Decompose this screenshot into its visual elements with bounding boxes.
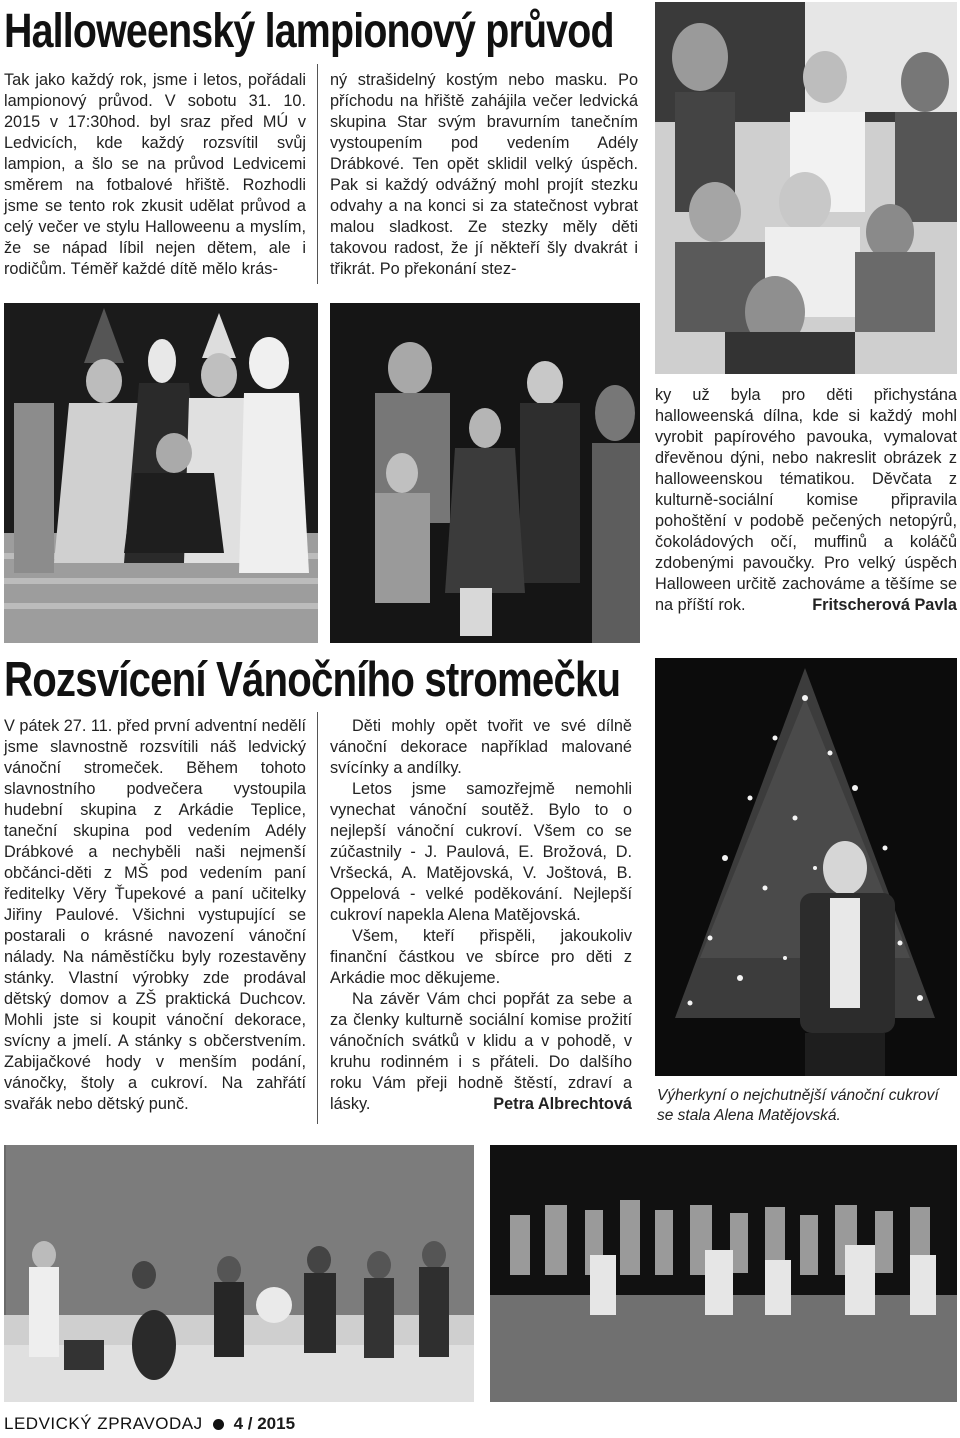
photo-music-band (4, 1145, 474, 1402)
article2-col1: V pátek 27. 11. před první adventní nedělí jsme slavnostně rozsvítili náš ledvický vánoční stromeček. Během tohoto slavnostního podvečera vystoupila hudební skupina z Arkádie Teplice, taneční skupina pod vedením Adély Drábkové a nechyběli naši nejmenší občánci-děti z MŠ pod vedením paní ředitelky Věry Ťupekové a paní učitelky Jiřiny Paulové. Všichni vystupující se postarali o krásné navození vánoční nálady. Na náměstíčku byly rozestavěny stánky. Vlastní výrobky zde prodával dětský domov a ZŠ praktická Duchcov. Mohli jste si koupit vánoční dekorace, svícny a jmelí. A stánky s občerstvením. Zabijačkové hody v menším podání, vánočky, štoly a cukroví. Na zahřátí svařák nebo dětský punč. (4, 717, 307, 1113)
article2-photo-caption: Výherkyní o nejchutnější vánoční cukroví se stala Alena Matějovská. (657, 1087, 939, 1124)
photo-children-dancing (490, 1145, 957, 1402)
article1-col3 (655, 385, 957, 616)
article2-col2-p3: Všem, kteří přispěli, jakoukoliv finanční částkou ve sbírce pro děti z Arkádie moc děkujeme. (330, 927, 632, 987)
photo-halloween-night-walk (330, 303, 640, 643)
article1-col3-text: ky už byla pro děti přichystána halloweenská dílna, kde si každý mohl vyrobit papírového pavouka, vymalovat dřevěnou dýni, nebo nakreslit obrázek z halloweenskou tématikou. Děvčata z kulturně-sociální komise připravila pohoštění v podobě pečených netopýrů, čokoládových očí, muffinů a koláčů zdobenými pavoučky. Pro velký úspěch Halloween určitě zachováme a těšíme se na příští rok. (655, 386, 957, 614)
column-divider (317, 712, 318, 1124)
article2-col2-p2: Letos jsme samozřejmě nemohli vynechat vánoční soutěž. Bylo to o nejlepší vánoční cukroví. Všem co se zúčastnily - J. Paulová, E. Brožová, D. Vršecká, A. Matějovská, V. Joštová, B. Oppelová - velké poděkování. Nejlepší cukroví napekla Alena Matějovská. (330, 780, 632, 924)
column-divider (317, 64, 318, 284)
photo-halloween-girls (655, 2, 957, 374)
article2-col2-p4 (330, 989, 632, 1115)
article1-author: Fritscherová Pavla (812, 596, 957, 614)
bullet-dot-icon (213, 1419, 224, 1430)
footer (4, 1414, 295, 1434)
article1-col2: ný strašidelný kostým nebo masku. Po příchodu na hřiště zahájila večer ledvická skupina Star svým bravurním tanečním vystoupením pod vedením Adély Drábkové. Ten opět sklidil velký úspěch. Pak si každý odvážný mohl projít stezku odvahy a na konci si za statečnost vybrat malou sladkost. Ze stezky měly děti takovou radost, že jí někteří šly dvakrát i třikrát. Po překonání stez- (330, 71, 638, 278)
photo-christmas-tree (655, 658, 957, 1076)
article2-col2-p1: Děti mohly opět tvořit ve své dílně vánoční dekorace například malované svícínky a andílky. (330, 717, 632, 777)
article2-col2 (330, 716, 632, 1115)
footer-title: LEDVICKÝ ZPRAVODAJ (4, 1414, 203, 1433)
article1-headline: Halloweenský lampionový průvod (4, 5, 614, 58)
article1-col1: Tak jako každý rok, jsme i letos, pořádali lampionový průvod. V sobotu 31. 10. 2015 v 17:30hod. byl sraz před MÚ v Ledvicích, kde každý rozsvítil svůj lampion, a šlo se na průvod Ledvicemi směrem na fotbalové hřiště. Rozhodli jsme se tento rok zkusit udělat průvod a celý večer ve stylu Halloweenu a myslím, že se nápad líbil nejen dětem, ale i rodičům. Téměř každé dítě mělo krás- (4, 71, 306, 278)
article2-headline: Rozsvícení Vánočního stromečku (4, 653, 621, 707)
article2-author: Petra Albrechtová (493, 1095, 632, 1113)
photo-halloween-costumes (4, 303, 318, 643)
article2-col2-p4-text: Na závěr Vám chci popřát za sebe a za členky kulturně sociální komise prožití vánočních svátků v klidu a v pohodě, v kruhu rodinném i s přáteli. Do dalšího roku Vám přeji hodně štěstí, zdraví a lásky. (330, 990, 632, 1113)
footer-page-number: 4 / 2015 (233, 1414, 296, 1433)
